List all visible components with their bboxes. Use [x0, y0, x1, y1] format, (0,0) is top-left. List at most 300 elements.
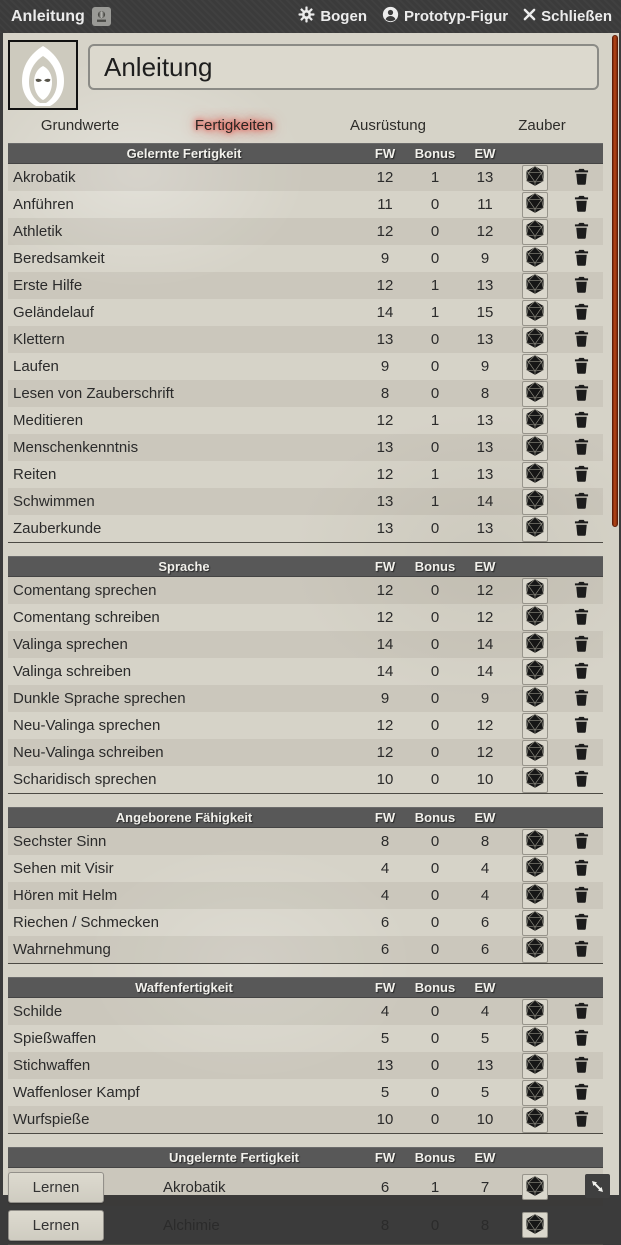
- roll-die-button[interactable]: [522, 578, 548, 604]
- d20-die-icon: [524, 659, 546, 684]
- skill-bonus-value: 0: [430, 582, 440, 599]
- trash-cell: [560, 885, 603, 907]
- skill-ew-value: 14: [476, 663, 494, 680]
- skill-fw-value: 4: [380, 887, 390, 904]
- roll-die-button[interactable]: [522, 381, 548, 407]
- trash-icon: [574, 222, 589, 242]
- delete-skill-button[interactable]: [571, 912, 593, 934]
- skill-row: [8, 407, 603, 434]
- column-header-bonus: Bonus: [414, 980, 456, 995]
- delete-skill-button[interactable]: [571, 831, 593, 853]
- section-title: Angeborene Fähigkeit: [115, 810, 253, 825]
- skill-tables: [8, 143, 603, 1245]
- skill-bonus-value: 0: [430, 744, 440, 761]
- die-cell: [510, 165, 560, 191]
- skill-name: Valinga schreiben: [13, 663, 132, 680]
- titlebar-menu: [298, 6, 612, 27]
- delete-skill-button[interactable]: [571, 275, 593, 297]
- delete-skill-button[interactable]: [571, 634, 593, 656]
- d20-die-icon: [524, 489, 546, 514]
- roll-die-button[interactable]: [522, 1053, 548, 1079]
- skill-name: Neu-Valinga schreiben: [13, 744, 164, 761]
- skill-fw-value: 4: [380, 1003, 390, 1020]
- delete-skill-button[interactable]: [571, 356, 593, 378]
- trash-icon: [574, 1083, 589, 1103]
- trash-icon: [574, 743, 589, 763]
- skill-ew-value: 12: [476, 717, 494, 734]
- roll-die-button[interactable]: [522, 856, 548, 882]
- d20-die-icon: [524, 910, 546, 935]
- trash-icon: [574, 303, 589, 323]
- skill-row: [8, 515, 603, 542]
- section-rows: [8, 1168, 603, 1244]
- skill-bonus-value: 1: [430, 412, 440, 429]
- skill-bonus-value: 0: [430, 717, 440, 734]
- skill-name: Valinga sprechen: [13, 636, 128, 653]
- trash-cell: [560, 634, 603, 656]
- roll-die-button[interactable]: [522, 713, 548, 739]
- d20-die-icon: [524, 856, 546, 881]
- delete-skill-button[interactable]: [571, 302, 593, 324]
- roll-die-button[interactable]: [522, 327, 548, 353]
- sheet-menu-label: Bogen: [320, 8, 367, 25]
- roll-die-button[interactable]: [522, 659, 548, 685]
- trash-icon: [574, 1056, 589, 1076]
- delete-skill-button[interactable]: [571, 248, 593, 270]
- trash-cell: [560, 167, 603, 189]
- tab-zauber[interactable]: Zauber: [518, 117, 566, 134]
- skill-name: Wahrnehmung: [13, 941, 111, 958]
- delete-skill-button[interactable]: [571, 858, 593, 880]
- roll-die-button[interactable]: [522, 829, 548, 855]
- trash-cell: [560, 715, 603, 737]
- trash-icon: [574, 940, 589, 960]
- resize-handle-icon[interactable]: [585, 1174, 610, 1198]
- skill-name: Hören mit Helm: [13, 887, 118, 904]
- skill-fw-value: 6: [380, 914, 390, 931]
- skill-name: Alchimie: [163, 1216, 220, 1234]
- skill-bonus-value: 0: [430, 358, 440, 375]
- gear-icon: [298, 6, 315, 27]
- roll-die-button[interactable]: [522, 246, 548, 272]
- trash-cell: [560, 769, 603, 791]
- delete-skill-button[interactable]: [571, 1028, 593, 1050]
- die-cell: [510, 829, 560, 855]
- avatar[interactable]: [8, 40, 78, 110]
- skill-fw-value: 4: [380, 860, 390, 877]
- sheet-menu-button[interactable]: [298, 6, 367, 27]
- skill-fw-value: 13: [376, 331, 394, 348]
- skill-ew-value: 5: [480, 1030, 490, 1047]
- column-header-fw: FW: [374, 146, 396, 161]
- die-cell: [510, 1026, 560, 1052]
- skill-name: Reiten: [13, 466, 57, 483]
- character-name-input[interactable]: [88, 44, 599, 90]
- skill-row: [8, 1079, 603, 1106]
- section-title: Sprache: [158, 559, 210, 574]
- skill-bonus-value: 0: [430, 941, 440, 958]
- skill-row: [8, 685, 603, 712]
- character-header: [3, 33, 619, 110]
- book-icon: [92, 7, 111, 26]
- skill-ew-value: 13: [476, 466, 494, 483]
- delete-skill-button[interactable]: [571, 464, 593, 486]
- roll-die-button[interactable]: [522, 462, 548, 488]
- column-header-bonus: Bonus: [414, 559, 456, 574]
- trash-icon: [574, 411, 589, 431]
- trash-icon: [574, 770, 589, 790]
- skill-bonus-value: 0: [430, 439, 440, 456]
- skill-fw-value: 13: [376, 520, 394, 537]
- die-cell: [510, 713, 560, 739]
- roll-die-button[interactable]: [522, 192, 548, 218]
- roll-die-button[interactable]: [522, 767, 548, 793]
- delete-skill-button[interactable]: [571, 1001, 593, 1023]
- trash-cell: [560, 518, 603, 540]
- d20-die-icon: [524, 408, 546, 433]
- roll-die-button[interactable]: [522, 937, 548, 963]
- skill-row: [8, 272, 603, 299]
- skill-bonus-value: 0: [430, 663, 440, 680]
- roll-die-button[interactable]: [522, 354, 548, 380]
- window-title: Anleitung: [11, 7, 85, 25]
- trash-icon: [574, 357, 589, 377]
- skill-fw-value: 9: [380, 690, 390, 707]
- die-cell: [510, 489, 560, 515]
- roll-die-button[interactable]: [522, 408, 548, 434]
- trash-icon: [574, 465, 589, 485]
- section-header-row: [8, 556, 603, 577]
- d20-die-icon: [524, 165, 546, 190]
- column-header-ew: EW: [474, 810, 496, 825]
- skill-name: Wurfspieße: [13, 1111, 90, 1128]
- trash-icon: [574, 168, 589, 188]
- skill-row: [8, 218, 603, 245]
- delete-skill-button[interactable]: [571, 194, 593, 216]
- figure-menu-button[interactable]: [382, 6, 508, 27]
- die-cell: [510, 578, 560, 604]
- roll-die-button[interactable]: [522, 489, 548, 515]
- window-titlebar: [0, 0, 621, 33]
- die-cell: [510, 883, 560, 909]
- close-label: Schließen: [541, 8, 612, 25]
- skill-section: [8, 556, 603, 794]
- skill-name: Dunkle Sprache sprechen: [13, 690, 186, 707]
- column-header-ew: EW: [474, 146, 496, 161]
- skill-fw-value: 5: [380, 1030, 390, 1047]
- trash-cell: [560, 1109, 603, 1131]
- roll-die-button[interactable]: [522, 516, 548, 542]
- skill-fw-value: 11: [377, 196, 393, 213]
- skill-ew-value: 8: [480, 833, 490, 850]
- d20-die-icon: [524, 1107, 546, 1132]
- delete-skill-button[interactable]: [571, 580, 593, 602]
- skill-fw-value: 13: [376, 439, 394, 456]
- delete-skill-button[interactable]: [571, 1082, 593, 1104]
- delete-skill-button[interactable]: [571, 661, 593, 683]
- trash-icon: [574, 581, 589, 601]
- skill-ew-value: 7: [480, 1178, 490, 1196]
- skill-row: [8, 998, 603, 1025]
- d20-die-icon: [524, 354, 546, 379]
- section-header-row: [8, 977, 603, 998]
- skill-ew-value: 14: [476, 493, 494, 510]
- d20-die-icon: [524, 516, 546, 541]
- skill-ew-value: 13: [476, 331, 494, 348]
- roll-die-button[interactable]: [522, 686, 548, 712]
- skill-bonus-value: 0: [430, 636, 440, 653]
- d20-die-icon: [524, 632, 546, 657]
- trash-cell: [560, 742, 603, 764]
- trash-cell: [560, 383, 603, 405]
- die-cell: [510, 605, 560, 631]
- skill-fw-value: 5: [380, 1084, 390, 1101]
- skill-ew-value: 13: [476, 277, 494, 294]
- delete-skill-button[interactable]: [571, 769, 593, 791]
- skill-name: Waffenloser Kampf: [13, 1084, 140, 1101]
- tab-fertigkeiten[interactable]: Fertigkeiten: [194, 117, 274, 134]
- skill-bonus-value: 0: [430, 385, 440, 402]
- trash-cell: [560, 194, 603, 216]
- skill-ew-value: 9: [480, 250, 490, 267]
- skill-name: Klettern: [13, 331, 65, 348]
- delete-skill-button[interactable]: [571, 410, 593, 432]
- skill-ew-value: 9: [480, 358, 490, 375]
- die-cell: [510, 192, 560, 218]
- trash-cell: [560, 329, 603, 351]
- roll-die-button[interactable]: [522, 999, 548, 1025]
- skill-bonus-value: 0: [430, 833, 440, 850]
- skill-fw-value: 12: [376, 169, 394, 186]
- trash-icon: [574, 330, 589, 350]
- skill-bonus-value: 0: [430, 860, 440, 877]
- skill-name: Erste Hilfe: [13, 277, 83, 294]
- learn-button[interactable]: Lernen: [8, 1210, 104, 1241]
- close-button[interactable]: [523, 8, 612, 25]
- skill-bonus-value: 0: [430, 1084, 440, 1101]
- learn-button[interactable]: Lernen: [8, 1172, 104, 1203]
- skill-name: Scharidisch sprechen: [13, 771, 157, 788]
- skill-row: [8, 164, 603, 191]
- trash-icon: [574, 635, 589, 655]
- trash-icon: [574, 716, 589, 736]
- skill-ew-value: 13: [476, 439, 494, 456]
- skill-bonus-value: 0: [430, 520, 440, 537]
- die-cell: [510, 999, 560, 1025]
- roll-die-button[interactable]: [522, 273, 548, 299]
- roll-die-button[interactable]: [522, 632, 548, 658]
- skill-fw-value: 12: [376, 277, 394, 294]
- skill-ew-value: 12: [476, 582, 494, 599]
- skill-ew-value: 13: [476, 520, 494, 537]
- skill-name: Menschenkenntnis: [13, 439, 139, 456]
- delete-skill-button[interactable]: [571, 939, 593, 961]
- trash-cell: [560, 248, 603, 270]
- delete-skill-button[interactable]: [571, 329, 593, 351]
- tab-bar: [3, 115, 619, 138]
- skill-ew-value: 4: [480, 887, 490, 904]
- delete-skill-button[interactable]: [571, 1109, 593, 1131]
- skill-fw-value: 12: [376, 744, 394, 761]
- skill-bonus-value: 1: [430, 169, 440, 186]
- skill-row: [8, 488, 603, 515]
- die-cell: [510, 462, 560, 488]
- delete-skill-button[interactable]: [571, 742, 593, 764]
- skill-fw-value: 12: [376, 609, 394, 626]
- skill-name: Riechen / Schmecken: [13, 914, 159, 931]
- die-cell: [510, 300, 560, 326]
- skill-bonus-value: 0: [430, 1057, 440, 1074]
- trash-icon: [574, 276, 589, 296]
- roll-die-button[interactable]: [522, 219, 548, 245]
- delete-skill-button[interactable]: [571, 491, 593, 513]
- skill-ew-value: 6: [480, 914, 490, 931]
- d20-die-icon: [524, 381, 546, 406]
- skill-bonus-value: 0: [430, 1030, 440, 1047]
- skill-name: Geländelauf: [13, 304, 94, 321]
- skill-fw-value: 10: [376, 771, 394, 788]
- skill-name: Schilde: [13, 1003, 63, 1020]
- skill-ew-value: 8: [480, 385, 490, 402]
- die-cell: [510, 740, 560, 766]
- skill-name: Zauberkunde: [13, 520, 102, 537]
- skill-fw-value: 6: [380, 941, 390, 958]
- trash-cell: [560, 302, 603, 324]
- roll-die-button[interactable]: [522, 910, 548, 936]
- skill-ew-value: 5: [480, 1084, 490, 1101]
- roll-die-button[interactable]: [522, 883, 548, 909]
- column-header-bonus: Bonus: [414, 146, 456, 161]
- delete-skill-button[interactable]: [571, 1055, 593, 1077]
- skill-fw-value: 6: [380, 1178, 390, 1196]
- skill-fw-value: 8: [380, 833, 390, 850]
- d20-die-icon: [524, 462, 546, 487]
- skill-fw-value: 14: [376, 663, 394, 680]
- trash-icon: [574, 1029, 589, 1049]
- skill-row: [8, 936, 603, 963]
- column-header-fw: FW: [374, 1150, 396, 1165]
- skill-row: [8, 245, 603, 272]
- d20-die-icon: [524, 192, 546, 217]
- trash-cell: [560, 1082, 603, 1104]
- section-title: Gelernte Fertigkeit: [126, 146, 242, 161]
- delete-skill-button[interactable]: [571, 383, 593, 405]
- d20-die-icon: [524, 713, 546, 738]
- delete-skill-button[interactable]: [571, 607, 593, 629]
- skill-ew-value: 4: [480, 1003, 490, 1020]
- d20-die-icon: [524, 435, 546, 460]
- skill-row: [8, 1052, 603, 1079]
- tab-grundwerte[interactable]: Grundwerte: [40, 117, 120, 134]
- trash-icon: [574, 1002, 589, 1022]
- skill-bonus-value: 0: [430, 223, 440, 240]
- roll-die-button[interactable]: [522, 435, 548, 461]
- d20-die-icon: [524, 327, 546, 352]
- die-cell: [510, 435, 560, 461]
- skill-bonus-value: 0: [430, 771, 440, 788]
- trash-cell: [560, 1028, 603, 1050]
- skill-fw-value: 13: [376, 493, 394, 510]
- delete-skill-button[interactable]: [571, 221, 593, 243]
- d20-die-icon: [524, 999, 546, 1024]
- skill-section: [8, 807, 603, 964]
- skill-bonus-value: 0: [430, 196, 440, 213]
- delete-skill-button[interactable]: [571, 518, 593, 540]
- close-icon: [523, 8, 536, 25]
- die-cell: [510, 219, 560, 245]
- trash-cell: [560, 858, 603, 880]
- d20-die-icon: [524, 1175, 546, 1200]
- delete-skill-button[interactable]: [571, 715, 593, 737]
- skill-ew-value: 12: [476, 609, 494, 626]
- skill-name: Sechster Sinn: [13, 833, 107, 850]
- column-header-bonus: Bonus: [414, 810, 456, 825]
- roll-die-button[interactable]: [522, 1212, 548, 1238]
- d20-die-icon: [524, 219, 546, 244]
- delete-skill-button[interactable]: [571, 885, 593, 907]
- die-cell: [510, 381, 560, 407]
- d20-die-icon: [524, 1026, 546, 1051]
- skill-name: Comentang sprechen: [13, 582, 157, 599]
- roll-die-button[interactable]: [522, 1174, 548, 1200]
- skill-bonus-value: 0: [430, 887, 440, 904]
- roll-die-button[interactable]: [522, 1026, 548, 1052]
- skill-bonus-value: 1: [430, 493, 440, 510]
- roll-die-button[interactable]: [522, 165, 548, 191]
- skill-row: [8, 1206, 603, 1244]
- skill-row: [8, 855, 603, 882]
- skill-row: [8, 739, 603, 766]
- delete-skill-button[interactable]: [571, 167, 593, 189]
- delete-skill-button[interactable]: [571, 688, 593, 710]
- trash-icon: [574, 1110, 589, 1130]
- trash-cell: [560, 661, 603, 683]
- roll-die-button[interactable]: [522, 1107, 548, 1133]
- roll-die-button[interactable]: [522, 300, 548, 326]
- die-cell: [510, 246, 560, 272]
- vertical-scrollbar-thumb[interactable]: [612, 35, 618, 527]
- trash-icon: [574, 913, 589, 933]
- d20-die-icon: [524, 1080, 546, 1105]
- skill-name: Laufen: [13, 358, 59, 375]
- trash-icon: [574, 689, 589, 709]
- skill-name: Spießwaffen: [13, 1030, 97, 1047]
- skill-name: Comentang schreiben: [13, 609, 160, 626]
- roll-die-button[interactable]: [522, 740, 548, 766]
- die-cell: [510, 937, 560, 963]
- skill-ew-value: 6: [480, 941, 490, 958]
- delete-skill-button[interactable]: [571, 437, 593, 459]
- die-cell: [510, 856, 560, 882]
- skill-row: [8, 299, 603, 326]
- roll-die-button[interactable]: [522, 605, 548, 631]
- die-cell: [510, 273, 560, 299]
- die-cell: [510, 1107, 560, 1133]
- roll-die-button[interactable]: [522, 1080, 548, 1106]
- column-header-ew: EW: [474, 980, 496, 995]
- skill-section: [8, 977, 603, 1134]
- skill-ew-value: 10: [476, 1111, 494, 1128]
- skill-name: Sehen mit Visir: [13, 860, 114, 877]
- trash-cell: [560, 688, 603, 710]
- figure-menu-label: Prototyp-Figur: [403, 8, 509, 25]
- d20-die-icon: [524, 273, 546, 298]
- tab-ausruestung[interactable]: Ausrüstung: [350, 117, 426, 134]
- skill-name: Lesen von Zauberschrift: [13, 385, 174, 402]
- skill-bonus-value: 0: [430, 914, 440, 931]
- trash-icon: [574, 249, 589, 269]
- skill-name: Neu-Valinga sprechen: [13, 717, 161, 734]
